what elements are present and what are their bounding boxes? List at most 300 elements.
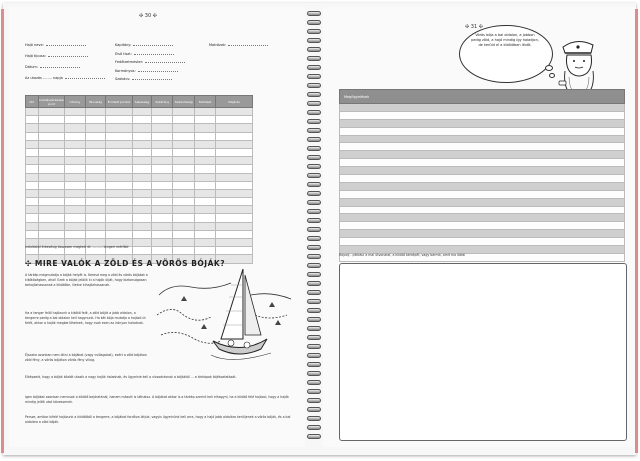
log-cell[interactable] — [152, 189, 173, 197]
form-field[interactable] — [115, 69, 178, 73]
table-row — [26, 214, 253, 222]
log-cell[interactable] — [173, 165, 195, 173]
log-cell[interactable] — [38, 189, 65, 197]
form-field[interactable] — [115, 60, 185, 64]
log-cell[interactable] — [173, 222, 195, 230]
log-cell[interactable] — [195, 239, 216, 247]
log-cell[interactable] — [132, 206, 152, 214]
log-cell[interactable] — [85, 157, 106, 165]
log-cell[interactable] — [38, 108, 65, 116]
log-cell[interactable] — [26, 222, 39, 230]
log-cell[interactable] — [173, 189, 195, 197]
log-cell[interactable] — [65, 165, 85, 173]
compass-rose-icon: ✣ — [477, 24, 483, 30]
log-cell[interactable] — [152, 116, 173, 124]
binding-ring — [307, 389, 321, 394]
binding-ring — [307, 56, 321, 61]
log-cell[interactable] — [106, 165, 132, 173]
observation-line[interactable] — [340, 135, 625, 143]
log-cell[interactable] — [132, 214, 152, 222]
form-field[interactable] — [25, 43, 86, 47]
table-row — [340, 198, 625, 206]
form-field-line[interactable] — [46, 45, 86, 46]
log-cell[interactable] — [106, 198, 132, 206]
observation-line[interactable] — [340, 190, 625, 198]
log-cell[interactable] — [215, 132, 252, 140]
log-cell[interactable] — [215, 198, 252, 206]
binding-ring — [307, 353, 321, 358]
log-cell[interactable] — [173, 206, 195, 214]
page-number-left: ✣ 30 ✣ — [139, 13, 157, 19]
log-cell[interactable] — [65, 108, 85, 116]
form-field[interactable] — [25, 76, 105, 80]
observation-line[interactable] — [340, 111, 625, 119]
form-field-line[interactable] — [145, 62, 185, 63]
log-cell[interactable] — [106, 108, 132, 116]
log-cell[interactable] — [65, 230, 85, 238]
log-cell[interactable] — [85, 148, 106, 156]
binding-ring — [307, 245, 321, 250]
log-cell[interactable] — [152, 230, 173, 238]
log-cell[interactable] — [26, 157, 39, 165]
log-cell[interactable] — [38, 165, 65, 173]
log-cell[interactable] — [173, 247, 195, 255]
observation-line[interactable] — [340, 198, 625, 206]
log-cell[interactable] — [65, 132, 85, 140]
log-cell[interactable] — [38, 181, 65, 189]
log-cell[interactable] — [215, 230, 252, 238]
log-cell[interactable] — [152, 214, 173, 222]
log-cell[interactable] — [152, 173, 173, 181]
table-row — [340, 167, 625, 175]
observation-line[interactable] — [340, 127, 625, 135]
log-cell[interactable] — [215, 157, 252, 165]
log-cell[interactable] — [106, 230, 132, 238]
log-cell[interactable] — [173, 140, 195, 148]
binding-ring — [307, 209, 321, 214]
table-row — [26, 124, 253, 132]
log-cell[interactable] — [215, 173, 252, 181]
log-cell[interactable] — [132, 173, 152, 181]
table-row — [340, 206, 625, 214]
log-cell[interactable] — [85, 116, 106, 124]
form-field-label: Dátum: — [25, 65, 39, 69]
log-cell[interactable] — [132, 157, 152, 165]
log-cell[interactable] — [132, 165, 152, 173]
log-cell[interactable] — [65, 222, 85, 230]
log-cell[interactable] — [173, 239, 195, 247]
binding-ring — [307, 146, 321, 151]
log-cell[interactable] — [65, 173, 85, 181]
log-cell[interactable] — [152, 222, 173, 230]
log-cell[interactable] — [152, 165, 173, 173]
form-field-line[interactable] — [133, 45, 173, 46]
log-cell[interactable] — [215, 148, 252, 156]
log-column-header: Indulási/érkezési pont — [38, 97, 65, 106]
table-row — [26, 157, 253, 165]
log-cell[interactable] — [106, 189, 132, 197]
table-row — [26, 222, 253, 230]
log-cell[interactable] — [65, 198, 85, 206]
log-cell[interactable] — [38, 140, 65, 148]
binding-ring — [307, 299, 321, 304]
log-cell[interactable] — [85, 132, 106, 140]
binding-ring — [307, 425, 321, 430]
log-cell[interactable] — [195, 206, 216, 214]
log-cell[interactable] — [26, 206, 39, 214]
log-cell[interactable] — [85, 222, 106, 230]
observation-line[interactable] — [340, 214, 625, 222]
log-cell[interactable] — [106, 116, 132, 124]
log-cell[interactable] — [173, 148, 195, 156]
form-field-label: Az utazás ........ napja — [25, 76, 63, 80]
log-cell[interactable] — [195, 108, 216, 116]
log-cell[interactable] — [106, 206, 132, 214]
log-cell[interactable] — [106, 181, 132, 189]
binding-ring — [307, 29, 321, 34]
form-field-label: Szakács: — [115, 77, 131, 81]
log-cell[interactable] — [215, 239, 252, 247]
log-cell[interactable] — [106, 157, 132, 165]
log-cell[interactable] — [195, 157, 216, 165]
log-cell[interactable] — [106, 173, 132, 181]
log-cell[interactable] — [132, 222, 152, 230]
spiral-binding — [305, 7, 323, 451]
paragraph-5: Igen bójákat azonban nemcsak a kikötő bejáratánál, hanem másutt is láthatsz. A bójákat akkor is a tárkép szerint kell elhagyni, ha a kikötő felé hajózol, hogy a hajók mindig jelölt utat kövessenek. — [25, 395, 289, 404]
log-cell[interactable] — [132, 181, 152, 189]
binding-ring — [307, 92, 321, 97]
log-cell[interactable] — [195, 181, 216, 189]
paragraph-1: A tárkép megmutatja a bóják helyét is. Keresd meg a zöld és vörös bójákat a kikötőségben, ahol! Ezek a bóják jelölik ki a hajók útját, hogy biztonságosan behajózhassanak a kikötőbe, illetve kihajózhassanak. — [25, 273, 148, 287]
log-cell[interactable] — [152, 108, 173, 116]
binding-ring — [307, 110, 321, 115]
log-cell[interactable] — [85, 206, 106, 214]
log-cell[interactable] — [85, 198, 106, 206]
form-field-label: Kormányos: — [115, 68, 136, 73]
log-cell[interactable] — [106, 148, 132, 156]
form-field-label: Matrózok: — [209, 43, 227, 47]
log-cell[interactable] — [38, 230, 65, 238]
table-row — [26, 173, 253, 181]
form-field[interactable] — [209, 43, 268, 47]
form-field-line[interactable] — [132, 79, 172, 80]
log-cell[interactable] — [215, 214, 252, 222]
log-column-header: Felhőzet — [195, 96, 216, 108]
log-cell[interactable] — [132, 239, 152, 247]
log-cell[interactable] — [173, 157, 195, 165]
observation-line[interactable] — [340, 143, 625, 151]
binding-ring — [307, 281, 321, 286]
log-cell[interactable] — [38, 222, 65, 230]
drawing-area[interactable] — [339, 263, 627, 441]
log-cell[interactable] — [38, 198, 65, 206]
log-cell[interactable] — [132, 124, 152, 132]
observation-line[interactable] — [340, 175, 625, 183]
observation-line[interactable] — [340, 104, 625, 112]
observation-line[interactable] — [340, 119, 625, 127]
log-cell[interactable] — [65, 206, 85, 214]
table-row — [26, 165, 253, 173]
paragraph-6: Persze, amikor kifelé hajózunk a kikötőből a tengerre, a bójákat fordítva látjuk, vagyis ügyelnünk kell arra, hogy a hajó jobb oldalára kerüljenek a vörös bóják, és a bal oldalára a zöld bóják. — [25, 415, 291, 424]
observation-line[interactable] — [340, 159, 625, 167]
binding-ring — [307, 119, 321, 124]
log-cell[interactable] — [65, 124, 85, 132]
log-cell[interactable] — [173, 214, 195, 222]
compass-rose-icon: ✣ — [139, 13, 145, 19]
log-cell[interactable] — [215, 124, 252, 132]
table-row — [26, 198, 253, 206]
log-cell[interactable] — [132, 140, 152, 148]
log-cell[interactable] — [152, 198, 173, 206]
log-cell[interactable] — [26, 132, 39, 140]
binding-ring — [307, 182, 321, 187]
binding-ring — [307, 398, 321, 403]
log-cell[interactable] — [173, 132, 195, 140]
binding-ring — [307, 272, 321, 277]
table-row — [340, 119, 625, 127]
binding-ring — [307, 263, 321, 268]
log-cell[interactable] — [26, 230, 39, 238]
form-field[interactable] — [115, 43, 173, 47]
observation-line[interactable] — [340, 238, 625, 246]
log-cell[interactable] — [152, 140, 173, 148]
log-cell[interactable] — [38, 157, 65, 165]
table-row — [340, 127, 625, 135]
log-footer: Indulástól érkezésig összesen megtett út: .......... tengeri mérföld — [25, 245, 129, 249]
log-cell[interactable] — [26, 140, 39, 148]
form-field[interactable] — [25, 54, 88, 58]
log-cell[interactable] — [65, 181, 85, 189]
log-cell[interactable] — [195, 189, 216, 197]
log-cell[interactable] — [38, 148, 65, 156]
log-cell[interactable] — [215, 165, 252, 173]
binding-ring — [307, 11, 321, 16]
log-cell[interactable] — [132, 247, 152, 255]
observation-line[interactable] — [340, 230, 625, 238]
log-cell[interactable] — [195, 214, 216, 222]
observations-header: Megfigyelések — [340, 90, 625, 104]
compass-rose-icon: ✣ — [465, 24, 471, 30]
log-cell[interactable] — [65, 116, 85, 124]
log-cell[interactable] — [26, 214, 39, 222]
log-cell[interactable] — [215, 222, 252, 230]
log-cell[interactable] — [132, 189, 152, 197]
log-cell[interactable] — [38, 206, 65, 214]
log-cell[interactable] — [215, 181, 252, 189]
observation-line[interactable] — [340, 222, 625, 230]
log-cell[interactable] — [132, 132, 152, 140]
log-cell[interactable] — [195, 222, 216, 230]
table-row — [340, 135, 625, 143]
log-cell[interactable] — [132, 116, 152, 124]
log-cell[interactable] — [38, 124, 65, 132]
form-field-line[interactable] — [65, 78, 105, 79]
log-cell[interactable] — [85, 140, 106, 148]
log-cell[interactable] — [65, 148, 85, 156]
binding-ring — [307, 164, 321, 169]
log-cell[interactable] — [38, 132, 65, 140]
form-field-label: Hajó neve: — [25, 43, 44, 47]
log-cell[interactable] — [215, 140, 252, 148]
binding-ring — [307, 218, 321, 223]
form-field-label: Kapitány: — [115, 43, 132, 47]
log-cell[interactable] — [132, 230, 152, 238]
log-cell[interactable] — [26, 181, 39, 189]
form-field-line[interactable] — [40, 67, 80, 68]
log-cell[interactable] — [195, 124, 216, 132]
log-cell[interactable] — [65, 140, 85, 148]
log-cell[interactable] — [38, 116, 65, 124]
log-cell[interactable] — [152, 206, 173, 214]
log-cell[interactable] — [106, 214, 132, 222]
log-column-header: Sebesség — [132, 96, 152, 108]
binding-ring — [307, 20, 321, 25]
form-field[interactable] — [25, 65, 80, 69]
log-cell[interactable] — [173, 116, 195, 124]
observation-line[interactable] — [340, 182, 625, 190]
table-row — [340, 230, 625, 238]
log-cell[interactable] — [173, 124, 195, 132]
log-cell[interactable] — [85, 108, 106, 116]
observation-line[interactable] — [340, 206, 625, 214]
log-cell[interactable] — [26, 148, 39, 156]
table-row — [340, 238, 625, 246]
log-cell[interactable] — [26, 108, 39, 116]
right-page-edge — [635, 9, 638, 453]
log-cell[interactable] — [85, 214, 106, 222]
binding-ring — [307, 74, 321, 79]
log-cell[interactable] — [173, 108, 195, 116]
observation-line[interactable] — [340, 167, 625, 175]
binding-ring — [307, 371, 321, 376]
log-cell[interactable] — [106, 124, 132, 132]
paragraph-3: Éjszaka azonban nem látni a bójákat (vagy csillagokat), ezért a zöld bójákon zöld fény, a vörös bójákon vörös fény villog. — [25, 353, 147, 362]
binding-ring — [307, 362, 321, 367]
log-cell[interactable] — [85, 173, 106, 181]
binding-ring — [307, 434, 321, 439]
left-page — [9, 7, 305, 447]
log-cell[interactable] — [195, 140, 216, 148]
table-row — [26, 116, 253, 124]
log-cell[interactable] — [26, 116, 39, 124]
table-row — [340, 104, 625, 112]
right-page — [323, 7, 635, 447]
table-row — [26, 181, 253, 189]
log-cell[interactable] — [195, 247, 216, 255]
log-column-header: Érintett pontok — [106, 96, 132, 108]
table-row — [26, 230, 253, 238]
observations-table — [339, 89, 625, 262]
form-field-line[interactable] — [138, 71, 178, 72]
log-cell[interactable] — [215, 116, 252, 124]
table-row — [340, 151, 625, 159]
form-field-line[interactable] — [134, 54, 174, 55]
log-cell[interactable] — [195, 148, 216, 156]
log-cell[interactable] — [132, 198, 152, 206]
log-cell[interactable] — [85, 124, 106, 132]
log-cell[interactable] — [132, 148, 152, 156]
binding-ring — [307, 227, 321, 232]
log-cell[interactable] — [195, 198, 216, 206]
log-cell[interactable] — [152, 247, 173, 255]
log-cell[interactable] — [152, 157, 173, 165]
log-cell[interactable] — [195, 173, 216, 181]
sailboat-drawing — [151, 265, 295, 369]
log-cell[interactable] — [215, 189, 252, 197]
binding-ring — [307, 137, 321, 142]
binding-ring — [307, 155, 321, 160]
log-cell[interactable] — [85, 189, 106, 197]
form-field-line[interactable] — [228, 45, 268, 46]
log-cell[interactable] — [152, 132, 173, 140]
log-column-header: Útirány — [65, 96, 85, 108]
log-cell[interactable] — [195, 132, 216, 140]
log-cell[interactable] — [152, 239, 173, 247]
log-cell[interactable] — [173, 198, 195, 206]
form-field-label: Első tiszt: — [115, 51, 132, 56]
binding-ring — [307, 335, 321, 340]
log-cell[interactable] — [215, 206, 252, 214]
log-cell[interactable] — [85, 181, 106, 189]
left-page-edge — [1, 9, 4, 453]
form-field[interactable] — [115, 52, 174, 56]
binding-ring — [307, 254, 321, 259]
log-cell[interactable] — [26, 173, 39, 181]
log-cell[interactable] — [173, 181, 195, 189]
log-cell[interactable] — [85, 165, 106, 173]
log-cell[interactable] — [152, 181, 173, 189]
form-field[interactable] — [115, 77, 172, 81]
log-cell[interactable] — [65, 157, 85, 165]
log-cell[interactable] — [38, 173, 65, 181]
drawing-caption: Rajzolj - például a mai útvonalat, a kikötő tárképét, vagy bármit, amit ma láttál — [339, 253, 466, 257]
log-cell[interactable] — [106, 132, 132, 140]
form-field-label: Hajó típusa: — [25, 54, 46, 58]
log-cell[interactable] — [106, 222, 132, 230]
log-cell[interactable] — [173, 173, 195, 181]
log-cell[interactable] — [152, 124, 173, 132]
log-cell[interactable] — [85, 230, 106, 238]
binding-ring — [307, 380, 321, 385]
log-cell[interactable] — [106, 140, 132, 148]
binding-ring — [307, 83, 321, 88]
log-cell[interactable] — [26, 189, 39, 197]
log-cell[interactable] — [65, 189, 85, 197]
log-cell[interactable] — [195, 230, 216, 238]
log-cell[interactable] — [132, 108, 152, 116]
form-field-label: Fedélzetmester: — [115, 60, 144, 64]
log-cell[interactable] — [26, 198, 39, 206]
log-cell[interactable] — [195, 165, 216, 173]
log-cell[interactable] — [65, 214, 85, 222]
binding-ring — [307, 200, 321, 205]
paragraph-4: Elképzeld, hogy a bóják között utazik a nagy hajók haladnak, és ügyelnie kell a vízsodrásnak a bójáktól ... a tárkápok tájékoztatását. — [25, 375, 237, 379]
form-field-line[interactable] — [48, 56, 88, 57]
log-table — [25, 95, 253, 264]
log-cell[interactable] — [152, 148, 173, 156]
log-cell[interactable] — [38, 214, 65, 222]
table-row — [340, 222, 625, 230]
log-cell[interactable] — [195, 116, 216, 124]
log-cell[interactable] — [26, 124, 39, 132]
log-cell[interactable] — [215, 108, 252, 116]
log-cell[interactable] — [173, 230, 195, 238]
log-cell[interactable] — [215, 247, 252, 255]
observation-line[interactable] — [340, 151, 625, 159]
log-cell[interactable] — [26, 165, 39, 173]
binding-ring — [307, 47, 321, 52]
log-column-header: Idő — [26, 96, 39, 108]
